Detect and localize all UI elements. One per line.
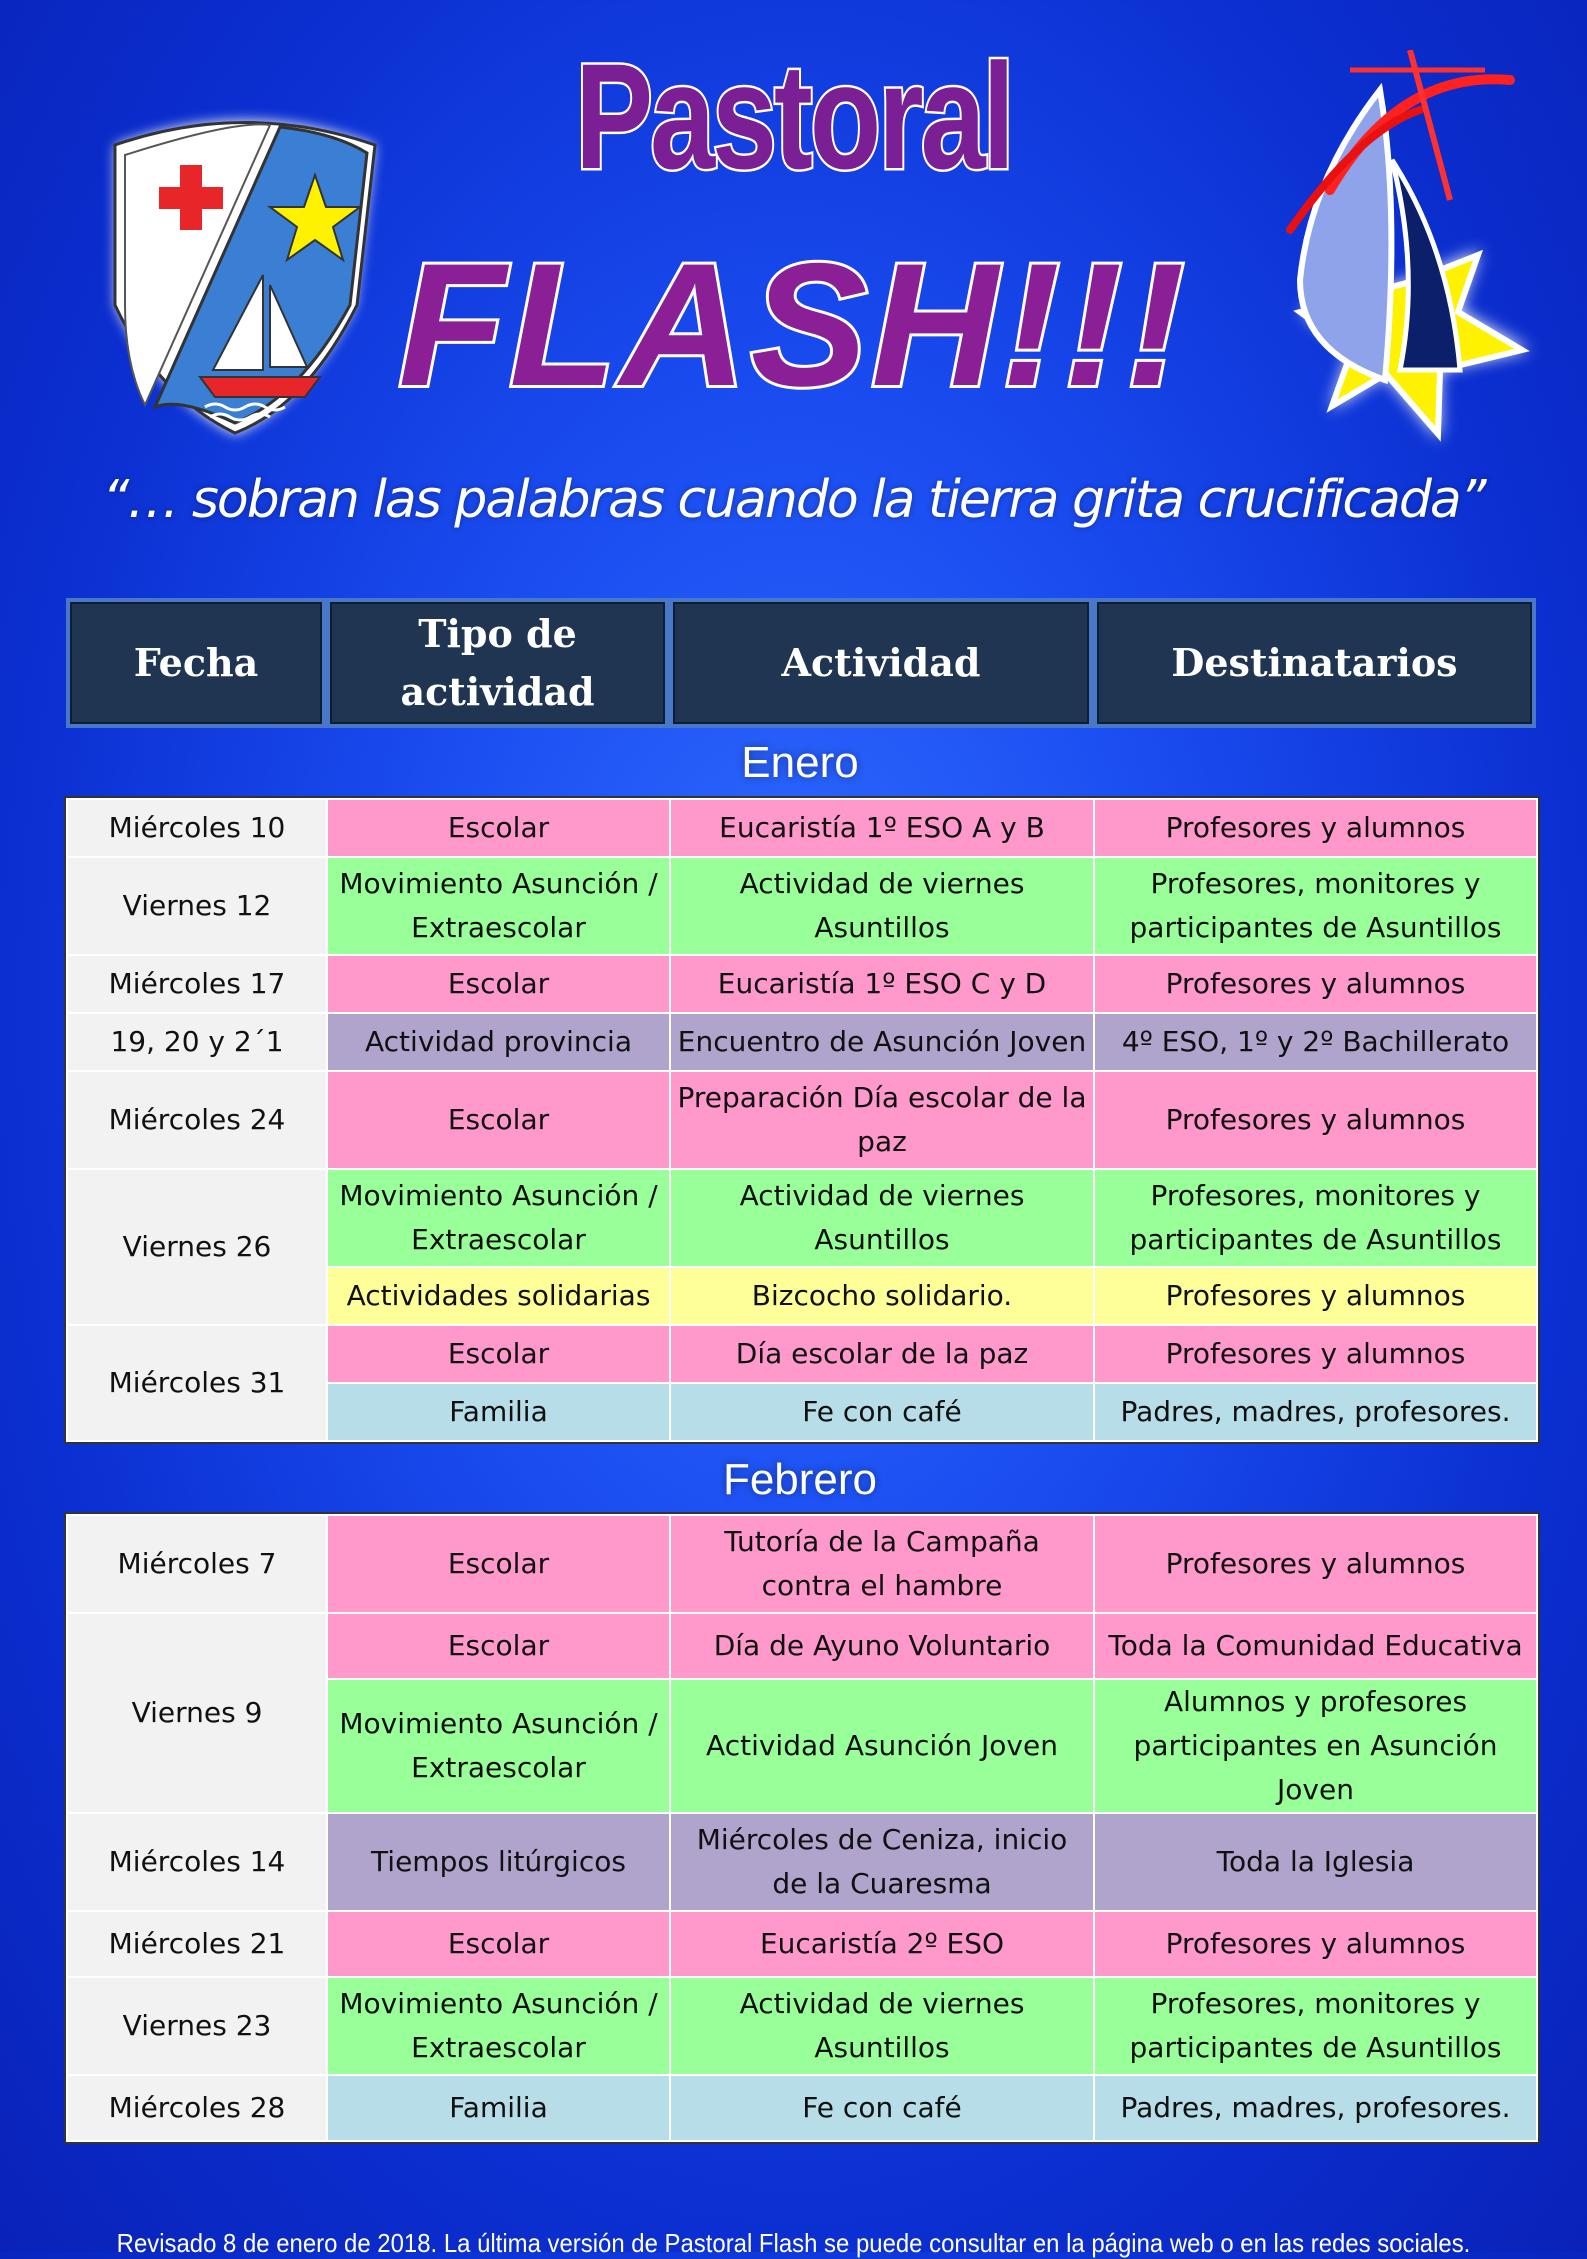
table-row (67, 1013, 1537, 1071)
table-row (67, 955, 1537, 1013)
cell-actividad: Fe con café (670, 1383, 1094, 1441)
month-heading-enero: Enero (741, 738, 859, 787)
header-destinatarios: Destinatarios (1093, 598, 1536, 728)
cell-actividad: Preparación Día escolar de la paz (670, 1071, 1094, 1169)
cell-destinatarios: Profesores y alumnos (1094, 955, 1537, 1013)
cell-tipo: Escolar (327, 1911, 670, 1977)
cell-tipo: Actividad provincia (327, 1013, 670, 1071)
cell-tipo: Movimiento Asunción / Extraescolar (327, 1679, 670, 1813)
cell-fecha: Miércoles 7 (67, 1515, 327, 1613)
cell-destinatarios: 4º ESO, 1º y 2º Bachillerato (1094, 1013, 1537, 1071)
title-pastoral: Pastoral (575, 32, 1012, 200)
cell-destinatarios: Profesores y alumnos (1094, 1515, 1537, 1613)
cell-destinatarios: Profesores y alumnos (1094, 1267, 1537, 1325)
cell-fecha: Miércoles 10 (67, 799, 327, 857)
cell-fecha: Viernes 12 (67, 857, 327, 955)
cell-tipo: Familia (327, 2075, 670, 2141)
cell-destinatarios: Profesores y alumnos (1094, 799, 1537, 857)
cell-tipo: Familia (327, 1383, 670, 1441)
cell-actividad: Tutoría de la Campaña contra el hambre (670, 1515, 1094, 1613)
cell-tipo: Tiempos litúrgicos (327, 1813, 670, 1911)
header-tipo: Tipo de actividad (326, 598, 669, 728)
quote-text: “… sobran las palabras cuando la tierra grita crucificada” (102, 470, 1485, 530)
schedule-table-enero (66, 798, 1538, 1442)
cell-destinatarios: Padres, madres, profesores. (1094, 1383, 1537, 1441)
month-heading-febrero: Febrero (722, 1455, 878, 1504)
cell-fecha: Miércoles 21 (67, 1911, 327, 1977)
cell-fecha: 19, 20 y 2´1 (67, 1013, 327, 1071)
schedule-table-febrero (66, 1514, 1538, 2142)
cell-tipo: Escolar (327, 1325, 670, 1383)
cell-fecha: Viernes 23 (67, 1977, 327, 2075)
cell-actividad: Día de Ayuno Voluntario (670, 1613, 1094, 1679)
cell-tipo: Escolar (327, 1515, 670, 1613)
cell-fecha: Miércoles 24 (67, 1071, 327, 1169)
table-row (67, 2075, 1537, 2141)
table-row (67, 857, 1537, 955)
table-row (67, 1977, 1537, 2075)
cell-actividad: Miércoles de Ceniza, inicio de la Cuaresma (670, 1813, 1094, 1911)
cell-destinatarios: Profesores y alumnos (1094, 1325, 1537, 1383)
cell-fecha: Miércoles 14 (67, 1813, 327, 1911)
table-row (67, 1911, 1537, 1977)
cell-fecha: Miércoles 17 (67, 955, 327, 1013)
cell-actividad: Eucaristía 2º ESO (670, 1911, 1094, 1977)
title-flash: FLASH!!! (398, 228, 1189, 423)
table-row (67, 799, 1537, 857)
cell-tipo: Movimiento Asunción / Extraescolar (327, 1169, 670, 1267)
cell-destinatarios: Profesores, monitores y participantes de Asuntillos (1094, 1977, 1537, 2075)
cell-actividad: Fe con café (670, 2075, 1094, 2141)
cell-destinatarios: Toda la Comunidad Educativa (1094, 1613, 1537, 1679)
cell-destinatarios: Toda la Iglesia (1094, 1813, 1537, 1911)
cell-tipo: Movimiento Asunción / Extraescolar (327, 1977, 670, 2075)
cell-destinatarios: Profesores, monitores y participantes de Asuntillos (1094, 857, 1537, 955)
cell-fecha: Viernes 26 (67, 1169, 327, 1325)
cell-tipo: Escolar (327, 1071, 670, 1169)
cell-destinatarios: Padres, madres, profesores. (1094, 2075, 1537, 2141)
cell-actividad: Actividad de viernes Asuntillos (670, 1977, 1094, 2075)
cell-actividad: Actividad de viernes Asuntillos (670, 1169, 1094, 1267)
cell-tipo: Actividades solidarias (327, 1267, 670, 1325)
cell-fecha: Viernes 9 (67, 1613, 327, 1813)
cell-tipo: Escolar (327, 799, 670, 857)
cell-destinatarios: Alumnos y profesores participantes en Asunción Joven (1094, 1679, 1537, 1813)
cell-actividad: Eucaristía 1º ESO A y B (670, 799, 1094, 857)
table-row (67, 1169, 1537, 1267)
cell-actividad: Actividad de viernes Asuntillos (670, 857, 1094, 955)
cell-actividad: Actividad Asunción Joven (670, 1679, 1094, 1813)
cell-actividad: Día escolar de la paz (670, 1325, 1094, 1383)
header-actividad: Actividad (669, 598, 1093, 728)
cell-actividad: Bizcocho solidario. (670, 1267, 1094, 1325)
cell-destinatarios: Profesores y alumnos (1094, 1071, 1537, 1169)
cell-fecha: Miércoles 28 (67, 2075, 327, 2141)
table-header (66, 598, 1536, 728)
table-row (67, 1325, 1537, 1383)
table-row (67, 1613, 1537, 1679)
cell-destinatarios: Profesores, monitores y participantes de Asuntillos (1094, 1169, 1537, 1267)
footer-note: Revisado 8 de enero de 2018. La última versión de Pastoral Flash se puede consultar en la página web o en las redes sociales. (116, 2228, 1471, 2258)
cell-tipo: Movimiento Asunción / Extraescolar (327, 857, 670, 955)
table-row (67, 1515, 1537, 1613)
table-row (67, 1813, 1537, 1911)
cell-destinatarios: Profesores y alumnos (1094, 1911, 1537, 1977)
table-row (67, 1071, 1537, 1169)
cell-fecha: Miércoles 31 (67, 1325, 327, 1441)
header-fecha: Fecha (66, 598, 326, 728)
cell-actividad: Encuentro de Asunción Joven (670, 1013, 1094, 1071)
cell-actividad: Eucaristía 1º ESO C y D (670, 955, 1094, 1013)
cell-tipo: Escolar (327, 955, 670, 1013)
cell-tipo: Escolar (327, 1613, 670, 1679)
